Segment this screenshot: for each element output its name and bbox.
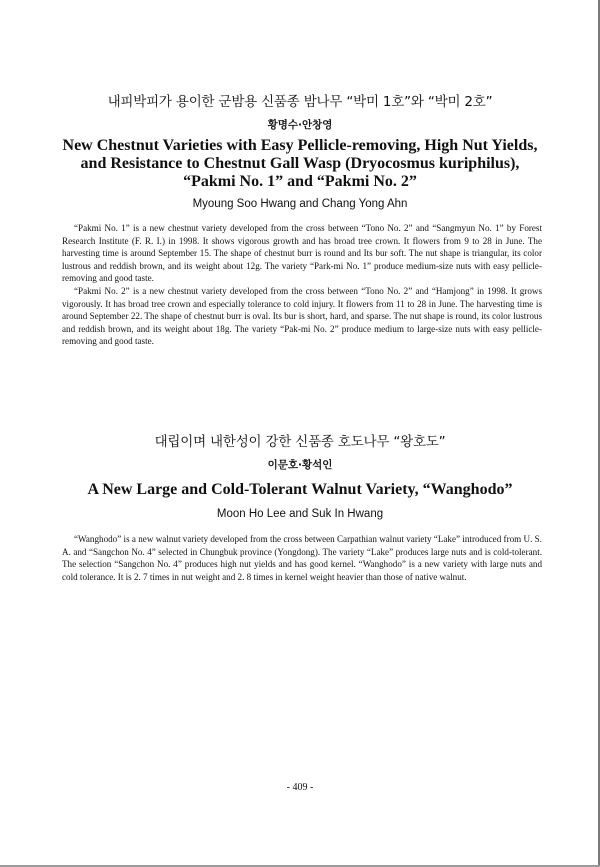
page-number: - 409 - xyxy=(286,782,314,793)
section1-paragraph-2: “Pakmi No. 2” is a new chestnut variety developed from the cross between “Tono No. 2” and “Hamjong” in 1998. It grows vigorously. It has broad tree crown and especially tolerance to cold injury. It flowers from 11 to 28 in June. The harvesting time is around September 22. The shape of chestnut burr is oval. Its bur is short, hard, and sparse. The nut shape is round, its color lustrous and reddish brown, and its weight about 18g. The variety “Pak-mi No. 2” produce medium to large-size nuts with easy pellicle-removing and good taste. xyxy=(62,285,542,347)
section2-korean-authors: 이문호·황석인 xyxy=(267,459,333,471)
section1-english-title-line2: and Resistance to Chestnut Gall Wasp (Dryocosmus kuriphilus), xyxy=(80,155,520,172)
section2-paragraph-1: “Wanghodo” is a new walnut variety developed from the cross between Carpathian walnut variety “Lake” introduced from U. S. A. and “Sangchon No. 4” selected in Chungbuk province (Yongdong). The variety “Lake” produces large nuts and is cold-tolerant. The selection “Sangchon No. 4” produces high nut yields and has good kernel. “Wanghodo” is a new variety with large nuts and cold tolerance. It is 2. 7 times in nut weight and 2. 8 times in kernel weight heavier than those of native walnut. xyxy=(62,534,542,582)
section1-english-title xyxy=(40,137,560,191)
section2-abstract xyxy=(62,533,542,583)
section1-english-title-line1: New Chestnut Varieties with Easy Pellicle-removing, High Nut Yields, xyxy=(62,137,538,154)
section2-english-authors: Moon Ho Lee and Suk In Hwang xyxy=(216,508,384,520)
section2-korean-title: 대립이며 내한성이 강한 신품종 호도나무 “왕호도” xyxy=(154,434,446,450)
section1-korean-title: 내피박피가 용이한 군밤용 신품종 밤나무 “박미 1호”와 “박미 2호” xyxy=(107,94,493,110)
section2-english-title: A New Large and Cold-Tolerant Walnut Variety, “Wanghodo” xyxy=(87,481,513,498)
section1-paragraph-1: “Pakmi No. 1” is a new chestnut variety developed from the cross between “Tono No. 2” and “Sangmyun No. 1” by Forest Research Institute (F. R. I.) in 1998. It shows vigorous growth and has broad tree crown. It flowers from 9 to 28 in June. The harvesting time is around September 15. The shape of chestnut burr is round and Its bur soft. The nut shape is triangular, its color lustrous and reddish brown, and its weight about 12g. The variety “Park-mi No. 1” produce medium-size nuts with easy pellicle-removing and good taste. xyxy=(62,223,542,284)
section1-korean-authors: 황명수·안창영 xyxy=(267,119,333,131)
section1-english-title-line3: “Pakmi No. 1” and “Pakmi No. 2” xyxy=(183,173,417,190)
section1-abstract xyxy=(62,222,542,348)
section1-english-authors: Myoung Soo Hwang and Chang Yong Ahn xyxy=(192,198,408,210)
